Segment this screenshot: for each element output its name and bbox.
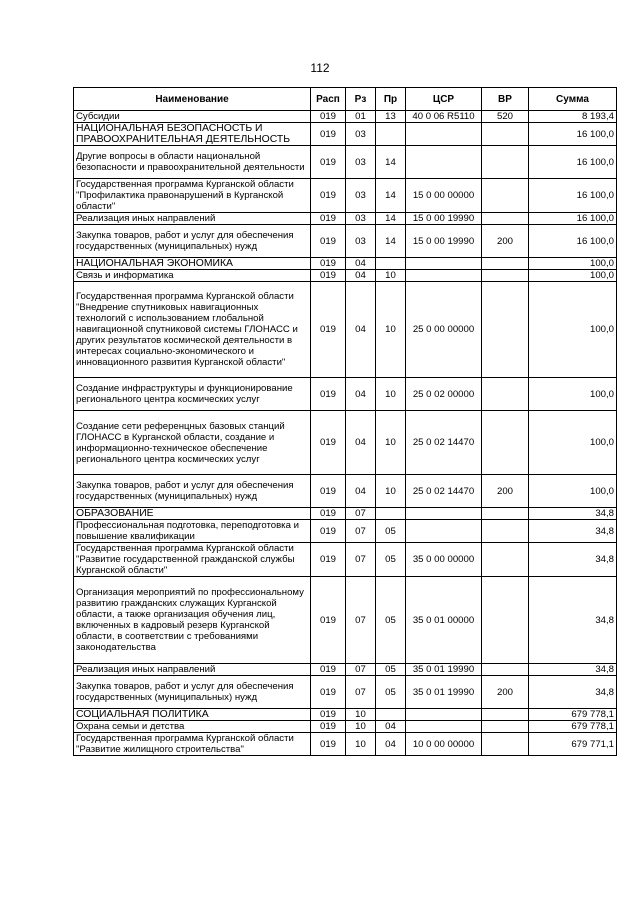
cell-rz: 03: [346, 225, 376, 258]
header-vr: ВР: [482, 88, 529, 111]
cell-rz: 03: [346, 123, 376, 146]
cell-rasp: 019: [311, 543, 346, 577]
cell-name: Закупка товаров, работ и услуг для обеспечения государственных (муниципальных) нужд: [74, 475, 311, 508]
cell-pr: [376, 123, 406, 146]
cell-pr: 10: [376, 378, 406, 411]
cell-rasp: 019: [311, 111, 346, 123]
table-row: [74, 664, 617, 676]
cell-vr: 520: [482, 111, 529, 123]
cell-rasp: 019: [311, 270, 346, 282]
budget-table: [73, 87, 617, 756]
cell-name: ОБРАЗОВАНИЕ: [74, 508, 311, 520]
cell-name: Государственная программа Курганской области "Развитие государственной гражданской службы Курганской области": [74, 543, 311, 577]
cell-rz: 10: [346, 733, 376, 756]
table-row: [74, 733, 617, 756]
cell-name: СОЦИАЛЬНАЯ ПОЛИТИКА: [74, 709, 311, 721]
cell-name: Закупка товаров, работ и услуг для обеспечения государственных (муниципальных) нужд: [74, 225, 311, 258]
table-row: [74, 378, 617, 411]
header-rz: Рз: [346, 88, 376, 111]
cell-sum: 8 193,4: [529, 111, 617, 123]
cell-rz: 03: [346, 179, 376, 213]
cell-rasp: 019: [311, 664, 346, 676]
cell-rz: 04: [346, 270, 376, 282]
cell-rasp: 019: [311, 378, 346, 411]
table-row: [74, 721, 617, 733]
cell-pr: 14: [376, 146, 406, 179]
cell-vr: [482, 146, 529, 179]
cell-csr: [406, 258, 482, 270]
cell-csr: [406, 520, 482, 543]
cell-rz: 01: [346, 111, 376, 123]
cell-csr: 25 0 02 14470: [406, 475, 482, 508]
cell-sum: 34,8: [529, 577, 617, 664]
cell-vr: 200: [482, 676, 529, 709]
cell-sum: 679 771,1: [529, 733, 617, 756]
cell-rz: 03: [346, 213, 376, 225]
cell-pr: 10: [376, 282, 406, 378]
cell-name: НАЦИОНАЛЬНАЯ ЭКОНОМИКА: [74, 258, 311, 270]
cell-rasp: 019: [311, 179, 346, 213]
cell-sum: 16 100,0: [529, 123, 617, 146]
cell-csr: 35 0 01 00000: [406, 577, 482, 664]
cell-sum: 100,0: [529, 282, 617, 378]
cell-name: Профессиональная подготовка, переподготовка и повышение квалификации: [74, 520, 311, 543]
cell-sum: 100,0: [529, 411, 617, 475]
cell-sum: 100,0: [529, 378, 617, 411]
cell-pr: 10: [376, 411, 406, 475]
cell-pr: 05: [376, 664, 406, 676]
cell-rz: 07: [346, 664, 376, 676]
cell-sum: 16 100,0: [529, 146, 617, 179]
cell-vr: [482, 270, 529, 282]
cell-rz: 04: [346, 282, 376, 378]
cell-rasp: 019: [311, 508, 346, 520]
cell-csr: 15 0 00 19990: [406, 225, 482, 258]
cell-name: Другие вопросы в области национальной безопасности и правоохранительной деятельности: [74, 146, 311, 179]
table-row: [74, 577, 617, 664]
cell-rz: 03: [346, 146, 376, 179]
cell-rz: 07: [346, 543, 376, 577]
table-row: [74, 543, 617, 577]
cell-sum: 34,8: [529, 664, 617, 676]
cell-name: Создание инфраструктуры и функционирование регионального центра космических услуг: [74, 378, 311, 411]
cell-vr: 200: [482, 225, 529, 258]
cell-vr: 200: [482, 475, 529, 508]
cell-vr: [482, 709, 529, 721]
cell-csr: 25 0 02 14470: [406, 411, 482, 475]
table-row: [74, 111, 617, 123]
cell-vr: [482, 282, 529, 378]
table-row: [74, 520, 617, 543]
cell-sum: 16 100,0: [529, 213, 617, 225]
page-number: 112: [310, 61, 330, 75]
cell-csr: [406, 721, 482, 733]
cell-name: Охрана семьи и детства: [74, 721, 311, 733]
cell-sum: 34,8: [529, 676, 617, 709]
table-row: [74, 213, 617, 225]
cell-rasp: 019: [311, 146, 346, 179]
cell-pr: 04: [376, 721, 406, 733]
cell-rasp: 019: [311, 721, 346, 733]
cell-pr: 05: [376, 676, 406, 709]
header-sum: Сумма: [529, 88, 617, 111]
cell-sum: 100,0: [529, 475, 617, 508]
cell-name: Субсидии: [74, 111, 311, 123]
cell-vr: [482, 179, 529, 213]
cell-rasp: 019: [311, 225, 346, 258]
table-row: [74, 225, 617, 258]
cell-csr: 35 0 01 19990: [406, 676, 482, 709]
cell-vr: [482, 213, 529, 225]
cell-rasp: 019: [311, 676, 346, 709]
header-csr: ЦСР: [406, 88, 482, 111]
cell-name: Закупка товаров, работ и услуг для обеспечения государственных (муниципальных) нужд: [74, 676, 311, 709]
cell-rz: 10: [346, 709, 376, 721]
cell-csr: 25 0 00 00000: [406, 282, 482, 378]
cell-sum: 34,8: [529, 508, 617, 520]
cell-rasp: 019: [311, 282, 346, 378]
cell-name: Организация мероприятий по профессиональному развитию гражданских служащих Курганской области, а также организация обучения лиц, включенных в кадровый резерв Курганской области, в соответствии с требованиями законодательства: [74, 577, 311, 664]
cell-pr: 05: [376, 577, 406, 664]
cell-rasp: 019: [311, 577, 346, 664]
cell-csr: [406, 123, 482, 146]
cell-rz: 10: [346, 721, 376, 733]
cell-sum: 679 778,1: [529, 709, 617, 721]
table-row: [74, 270, 617, 282]
cell-pr: 14: [376, 213, 406, 225]
cell-rz: 04: [346, 378, 376, 411]
cell-rasp: 019: [311, 709, 346, 721]
cell-name: Государственная программа Курганской области "Внедрение спутниковых навигационных технологий с использованием глобальной навигационной спутниковой системы ГЛОНАСС и других результатов космической деятельности в интересах социально-экономического и инновационного развития Курганской области": [74, 282, 311, 378]
cell-rasp: 019: [311, 213, 346, 225]
cell-sum: 100,0: [529, 258, 617, 270]
cell-rz: 04: [346, 258, 376, 270]
cell-pr: 05: [376, 543, 406, 577]
table-row: [74, 146, 617, 179]
cell-pr: 05: [376, 520, 406, 543]
table-row: [74, 676, 617, 709]
cell-rasp: 019: [311, 123, 346, 146]
cell-vr: [482, 258, 529, 270]
cell-rz: 04: [346, 411, 376, 475]
cell-csr: 35 0 00 00000: [406, 543, 482, 577]
cell-csr: [406, 146, 482, 179]
cell-csr: 35 0 01 19990: [406, 664, 482, 676]
cell-pr: [376, 709, 406, 721]
header-name: Наименование: [74, 88, 311, 111]
cell-csr: [406, 270, 482, 282]
cell-vr: [482, 577, 529, 664]
cell-rz: 07: [346, 508, 376, 520]
table-header-row: [74, 88, 617, 111]
cell-pr: 04: [376, 733, 406, 756]
table-row: [74, 709, 617, 721]
cell-pr: [376, 508, 406, 520]
cell-csr: 40 0 06 R5110: [406, 111, 482, 123]
cell-sum: 34,8: [529, 543, 617, 577]
cell-name: НАЦИОНАЛЬНАЯ БЕЗОПАСНОСТЬ И ПРАВООХРАНИТЕЛЬНАЯ ДЕЯТЕЛЬНОСТЬ: [74, 123, 311, 146]
cell-rasp: 019: [311, 475, 346, 508]
cell-name: Связь и информатика: [74, 270, 311, 282]
cell-name: Реализация иных направлений: [74, 664, 311, 676]
cell-vr: [482, 508, 529, 520]
table-row: [74, 123, 617, 146]
cell-pr: 13: [376, 111, 406, 123]
cell-csr: 15 0 00 19990: [406, 213, 482, 225]
cell-pr: [376, 258, 406, 270]
cell-sum: 679 778,1: [529, 721, 617, 733]
cell-sum: 16 100,0: [529, 179, 617, 213]
table-row: [74, 258, 617, 270]
cell-vr: [482, 733, 529, 756]
table-row: [74, 475, 617, 508]
cell-csr: 25 0 02 00000: [406, 378, 482, 411]
cell-rz: 07: [346, 676, 376, 709]
header-rasp: Расп: [311, 88, 346, 111]
cell-rasp: 019: [311, 733, 346, 756]
cell-name: Государственная программа Курганской области "Развитие жилищного строительства": [74, 733, 311, 756]
cell-sum: 100,0: [529, 270, 617, 282]
cell-csr: [406, 508, 482, 520]
cell-vr: [482, 664, 529, 676]
table-row: [74, 508, 617, 520]
cell-vr: [482, 378, 529, 411]
cell-rz: 07: [346, 520, 376, 543]
cell-pr: 14: [376, 179, 406, 213]
cell-csr: 10 0 00 00000: [406, 733, 482, 756]
cell-vr: [482, 411, 529, 475]
header-pr: Пр: [376, 88, 406, 111]
cell-pr: 10: [376, 270, 406, 282]
cell-sum: 34,8: [529, 520, 617, 543]
cell-rz: 07: [346, 577, 376, 664]
cell-vr: [482, 520, 529, 543]
cell-sum: 16 100,0: [529, 225, 617, 258]
cell-name: Создание сети референцных базовых станций ГЛОНАСС в Курганской области, создание и информационно-техническое обеспечение регионального центра космических услуг: [74, 411, 311, 475]
table-row: [74, 411, 617, 475]
cell-rasp: 019: [311, 520, 346, 543]
table-row: [74, 179, 617, 213]
cell-vr: [482, 123, 529, 146]
cell-pr: 14: [376, 225, 406, 258]
cell-vr: [482, 543, 529, 577]
cell-rasp: 019: [311, 258, 346, 270]
cell-name: Реализация иных направлений: [74, 213, 311, 225]
cell-name: Государственная программа Курганской области "Профилактика правонарушений в Курганской области": [74, 179, 311, 213]
cell-pr: 10: [376, 475, 406, 508]
cell-vr: [482, 721, 529, 733]
cell-csr: 15 0 00 00000: [406, 179, 482, 213]
cell-rasp: 019: [311, 411, 346, 475]
cell-csr: [406, 709, 482, 721]
table-row: [74, 282, 617, 378]
cell-rz: 04: [346, 475, 376, 508]
